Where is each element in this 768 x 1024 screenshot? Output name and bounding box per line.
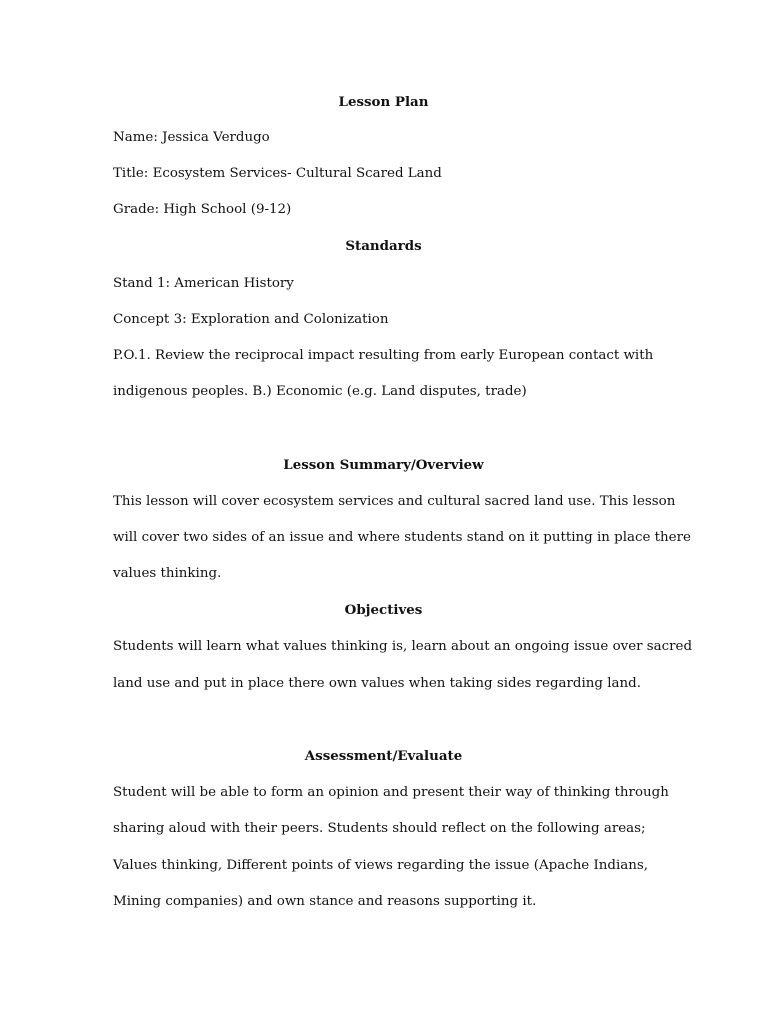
standard-stand: Stand 1: American History	[113, 276, 294, 291]
standard-concept: Concept 3: Exploration and Colonization	[113, 312, 389, 327]
summary-line: will cover two sides of an issue and where students stand on it putting in place there	[113, 530, 691, 545]
standard-po-line: P.O.1. Review the reciprocal impact resulting from early European contact with	[113, 348, 654, 363]
assessment-line: Mining companies) and own stance and reasons supporting it.	[113, 894, 537, 909]
summary-heading: Lesson Summary/Overview	[283, 457, 484, 473]
assessment-heading: Assessment/Evaluate	[304, 748, 463, 764]
standards-heading: Standards	[345, 238, 422, 254]
objectives-line: Students will learn what values thinking is, learn about an ongoing issue over sacred	[113, 639, 693, 654]
summary-line: This lesson will cover ecosystem services and cultural sacred land use. This lesson	[113, 494, 676, 509]
author-name: Name: Jessica Verdugo	[113, 130, 270, 145]
assessment-line: sharing aloud with their peers. Students should reflect on the following areas;	[113, 821, 646, 836]
standard-po-line: indigenous peoples. B.) Economic (e.g. Land disputes, trade)	[113, 384, 527, 399]
summary-line: values thinking.	[113, 566, 222, 581]
objectives-line: land use and put in place there own values when taking sides regarding land.	[113, 676, 641, 691]
lesson-title: Title: Ecosystem Services- Cultural Scared Land	[113, 166, 442, 181]
document-title: Lesson Plan	[338, 94, 429, 110]
assessment-line: Student will be able to form an opinion and present their way of thinking through	[113, 785, 669, 800]
grade-level: Grade: High School (9-12)	[113, 202, 292, 217]
assessment-line: Values thinking, Different points of views regarding the issue (Apache Indians,	[113, 858, 648, 873]
objectives-heading: Objectives	[344, 602, 423, 618]
